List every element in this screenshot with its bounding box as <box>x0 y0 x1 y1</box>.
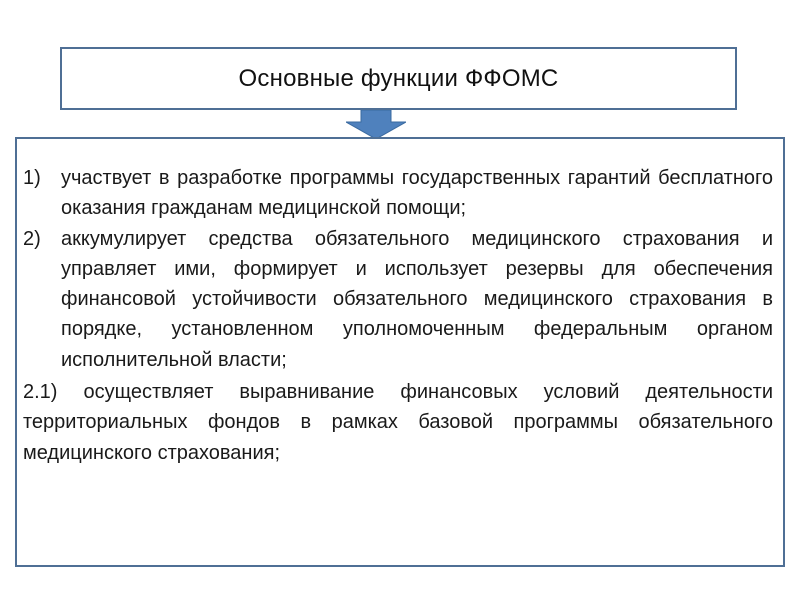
functions-list <box>23 163 773 468</box>
title-box <box>60 47 737 110</box>
list-item-2-1: 2.1) осуществляет выравнивание финансовых условий деятельности территориальных фондов в рамках базовой программы обязательного медицинского страхования; <box>23 381 773 464</box>
list-item <box>23 224 773 375</box>
down-arrow-icon <box>346 110 406 140</box>
list-item-text: аккумулирует средства обязательного медицинского страхования и управляет ими, формирует и использует резервы для обеспечения финансовой устойчивости обязательного медицинского страхования в порядке, установленном уполномоченным федеральным органом исполнительной власти; <box>61 227 773 371</box>
list-item-number: 2) <box>23 227 41 250</box>
list-item-number: 1) <box>23 167 41 189</box>
content-box <box>15 137 785 567</box>
page-title: Основные функции ФФОМС <box>238 64 559 92</box>
list-item <box>23 163 773 224</box>
list-item-text: участвует в разработке программы государственных гарантий бесплатного оказания гражданам медицинской помощи; <box>61 167 773 220</box>
